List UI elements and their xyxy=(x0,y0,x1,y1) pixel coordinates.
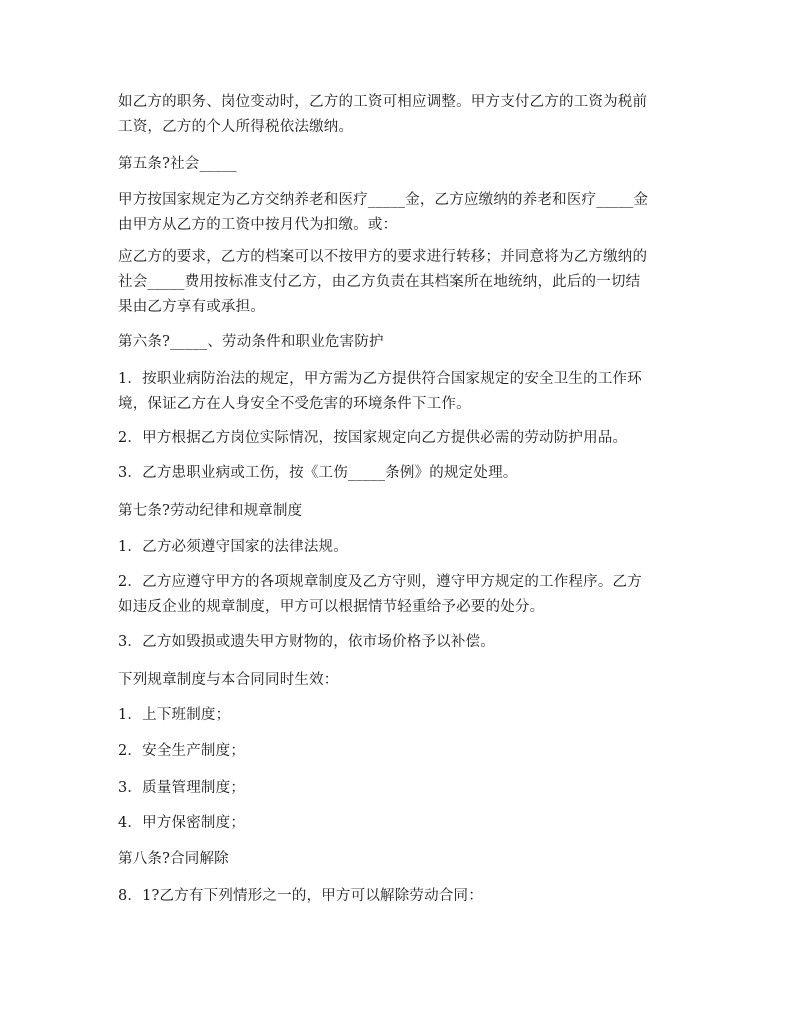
text-line: 社会_____费用按标准支付乙方，由乙方负责在其档案所在地统纳，此后的一切结 xyxy=(118,274,641,290)
paragraph-salary-adjustment xyxy=(118,90,684,140)
text-line: 1．乙方必须遵守国家的法律法规。 xyxy=(118,539,348,555)
text-line: 第八条?合同解除 xyxy=(118,851,229,867)
text-line: 2．甲方根据乙方岗位实际情况，按国家规定向乙方提供必需的劳动防护用品。 xyxy=(118,430,628,446)
text-line: 2．安全生产制度； xyxy=(118,743,246,759)
paragraph-archive-transfer xyxy=(118,245,684,320)
text-line: 第六条?_____、劳动条件和职业危害防护 xyxy=(118,334,384,350)
section-heading-article-6 xyxy=(118,330,684,355)
text-line: 3．质量管理制度； xyxy=(118,780,246,796)
paragraph-rules-effective xyxy=(118,668,684,693)
text-line: 果由乙方享有或承担。 xyxy=(118,299,265,315)
list-item-rule-2 xyxy=(118,739,684,764)
list-item-7-1 xyxy=(118,535,684,560)
text-line: 境，保证乙方在人身安全不受危害的环境条件下工作。 xyxy=(118,396,471,412)
text-line: 8．1?乙方有下列情形之一的，甲方可以解除劳动合同： xyxy=(118,888,483,904)
text-line: 2．乙方应遵守甲方的各项规章制度及乙方守则，遵守甲方规定的工作程序。乙方 xyxy=(118,574,642,590)
list-item-6-3 xyxy=(118,461,684,486)
paragraph-insurance-payment xyxy=(118,188,684,238)
section-heading-article-8 xyxy=(118,847,684,872)
list-item-rule-1 xyxy=(118,703,684,728)
list-item-rule-4 xyxy=(118,811,684,836)
text-line: 如违反企业的规章制度，甲方可以根据情节轻重给予必要的处分。 xyxy=(118,599,545,615)
text-line: 如乙方的职务、岗位变动时，乙方的工资可相应调整。甲方支付乙方的工资为税前 xyxy=(118,94,648,110)
list-item-8-1 xyxy=(118,884,684,909)
section-heading-article-5 xyxy=(118,152,684,177)
list-item-7-2 xyxy=(118,570,684,620)
text-line: 4．甲方保密制度； xyxy=(118,815,246,831)
text-line: 甲方按国家规定为乙方交纳养老和医疗_____金，乙方应缴纳的养老和医疗_____金 xyxy=(118,192,649,208)
text-line: 3．乙方如毁损或遗失甲方财物的，依市场价格予以补偿。 xyxy=(118,634,495,650)
text-line: 1．上下班制度； xyxy=(118,707,231,723)
list-item-rule-3 xyxy=(118,776,684,801)
text-line: 1．按职业病防治法的规定，甲方需为乙方提供符合国家规定的安全卫生的工作环 xyxy=(118,371,642,387)
text-line: 应乙方的要求，乙方的档案可以不按甲方的要求进行转移；并同意将为乙方缴纳的 xyxy=(118,249,648,265)
text-line: 3．乙方患职业病或工伤，按《工伤_____条例》的规定处理。 xyxy=(118,465,518,481)
text-line: 第五条?社会_____ xyxy=(118,156,237,172)
list-item-6-1 xyxy=(118,367,684,417)
text-line: 下列规章制度与本合同同时生效： xyxy=(118,672,339,688)
text-line: 第七条?劳动纪律和规章制度 xyxy=(118,503,303,519)
text-line: 由甲方从乙方的工资中按月代为扣缴。或： xyxy=(118,217,398,233)
list-item-7-3 xyxy=(118,630,684,655)
text-line: 工资，乙方的个人所得税依法缴纳。 xyxy=(118,119,354,135)
section-heading-article-7 xyxy=(118,499,684,524)
list-item-6-2 xyxy=(118,426,684,451)
